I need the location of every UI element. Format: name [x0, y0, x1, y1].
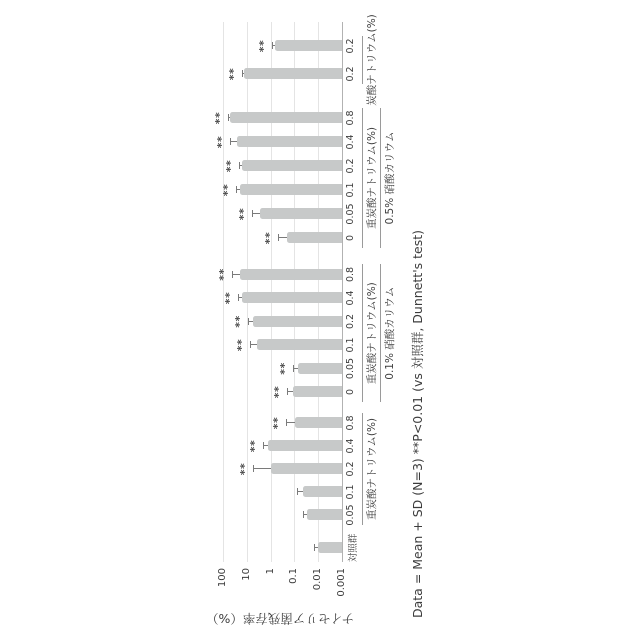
- category-tick-label: 0.2: [345, 461, 356, 477]
- error-bar-cap: [272, 43, 273, 50]
- error-bar: [278, 238, 287, 239]
- bar: [295, 418, 342, 429]
- bar: [268, 441, 342, 452]
- category-tick-label: 0.8: [345, 110, 356, 126]
- category-tick-label: 0.1: [345, 182, 356, 198]
- group-label: 重炭酸ナトリウム(%): [366, 126, 378, 230]
- sig-marker: **: [237, 462, 251, 476]
- category-tick-label: 0.2: [345, 66, 356, 82]
- bar: [271, 464, 342, 475]
- baseline-axis: [342, 22, 343, 562]
- group-bracket: [362, 36, 363, 84]
- bar: [242, 161, 342, 172]
- category-tick-label: 0.1: [345, 484, 356, 500]
- subgroup-bracket: [380, 265, 381, 403]
- subgroup-label: 0.5% 硝酸カリウム: [384, 131, 396, 225]
- category-tick-label: 0.4: [345, 134, 356, 150]
- group-label: 重炭酸ナトリウム(%): [366, 417, 378, 521]
- category-tick-label: 0: [345, 234, 356, 242]
- error-bar-cap: [253, 466, 254, 473]
- category-tick-label: 0.4: [345, 438, 356, 454]
- bar: [318, 543, 342, 554]
- bar: [260, 209, 342, 220]
- error-bar-cap: [230, 139, 231, 146]
- value-tick-label: 1: [264, 568, 276, 575]
- sig-marker: **: [232, 315, 246, 328]
- value-axis-title: ナイセリア菌残存率（%）: [205, 611, 355, 626]
- bar: [237, 137, 342, 148]
- bar: [242, 293, 342, 304]
- sig-marker: **: [256, 39, 270, 53]
- sig-marker: **: [224, 159, 238, 173]
- category-tick-label: 0.05: [345, 203, 356, 225]
- bar: [293, 387, 342, 398]
- bar: [257, 340, 342, 351]
- error-bar-cap: [239, 163, 240, 170]
- bar: [240, 269, 342, 280]
- error-bar-cap: [250, 342, 251, 349]
- error-bar-cap: [278, 235, 279, 242]
- bar: [287, 233, 342, 244]
- error-bar: [230, 142, 237, 143]
- error-bar: [252, 214, 260, 215]
- subgroup-label: 0.1% 硝酸カリウム: [384, 286, 396, 380]
- footnote-text: Data = Mean + SD (N=3) **P<0.01 (vs 対照群, Dunnett's test): [410, 230, 425, 618]
- category-tick-label: 0.2: [345, 313, 356, 330]
- sig-marker: **: [272, 385, 286, 399]
- error-bar-cap: [242, 71, 243, 78]
- error-bar-cap: [263, 443, 264, 450]
- group-label: 重炭酸ナトリウム(%): [366, 282, 378, 385]
- error-bar-cap: [286, 420, 287, 427]
- sig-marker: **: [226, 67, 240, 81]
- group-bracket: [362, 413, 363, 525]
- error-bar-cap: [314, 545, 315, 552]
- error-bar: [232, 274, 240, 275]
- category-tick-label: 0.05: [345, 504, 356, 526]
- value-tick-label: 0.1: [288, 568, 300, 584]
- error-bar-cap: [252, 211, 253, 218]
- value-tick-label: 0.01: [312, 568, 324, 591]
- group-bracket: [362, 265, 363, 403]
- sig-marker: **: [215, 135, 229, 149]
- error-bar-cap: [297, 489, 298, 496]
- sig-marker: **: [237, 207, 251, 221]
- sig-marker: **: [262, 231, 276, 245]
- bar: [244, 69, 342, 80]
- subgroup-bracket: [380, 108, 381, 248]
- sig-marker: **: [235, 338, 249, 352]
- category-tick-label: 対照群: [348, 533, 359, 563]
- sig-marker: **: [221, 183, 235, 197]
- error-bar-cap: [236, 187, 237, 194]
- category-tick-label: 0: [345, 388, 356, 396]
- category-tick-label: 0.4: [345, 290, 356, 306]
- bar: [230, 113, 342, 124]
- group-bracket: [362, 108, 363, 248]
- bar: [307, 510, 342, 521]
- sig-marker: **: [247, 439, 261, 453]
- error-bar-cap: [232, 271, 233, 278]
- error-bar-cap: [228, 115, 229, 122]
- value-tick-label: 10: [240, 568, 252, 581]
- category-tick-label: 0.1: [345, 337, 356, 353]
- category-tick-label: 0.2: [345, 38, 356, 54]
- sig-marker: **: [212, 111, 226, 125]
- sig-marker: **: [271, 416, 285, 430]
- bar: [253, 316, 342, 327]
- bar: [303, 487, 342, 498]
- value-tick-label: 0.001: [336, 568, 347, 597]
- group-label: 炭酸ナトリウム(%): [366, 14, 378, 106]
- error-bar-cap: [238, 295, 239, 302]
- bar: [275, 41, 342, 52]
- category-tick-label: 0.8: [345, 266, 356, 283]
- value-tick-label: 100: [217, 568, 228, 588]
- bar: [298, 363, 342, 374]
- category-tick-label: 0.2: [345, 158, 356, 174]
- error-bar: [286, 423, 295, 424]
- error-bar: [253, 469, 271, 470]
- error-bar-cap: [287, 389, 288, 396]
- category-tick-label: 0.05: [345, 357, 356, 380]
- sig-marker: **: [217, 268, 231, 281]
- error-bar-cap: [303, 512, 304, 519]
- bar: [240, 185, 342, 196]
- category-tick-label: 0.8: [345, 415, 356, 431]
- error-bar-cap: [248, 318, 249, 325]
- sig-marker: **: [277, 362, 291, 375]
- error-bar-cap: [293, 365, 294, 372]
- sig-marker: **: [223, 291, 237, 305]
